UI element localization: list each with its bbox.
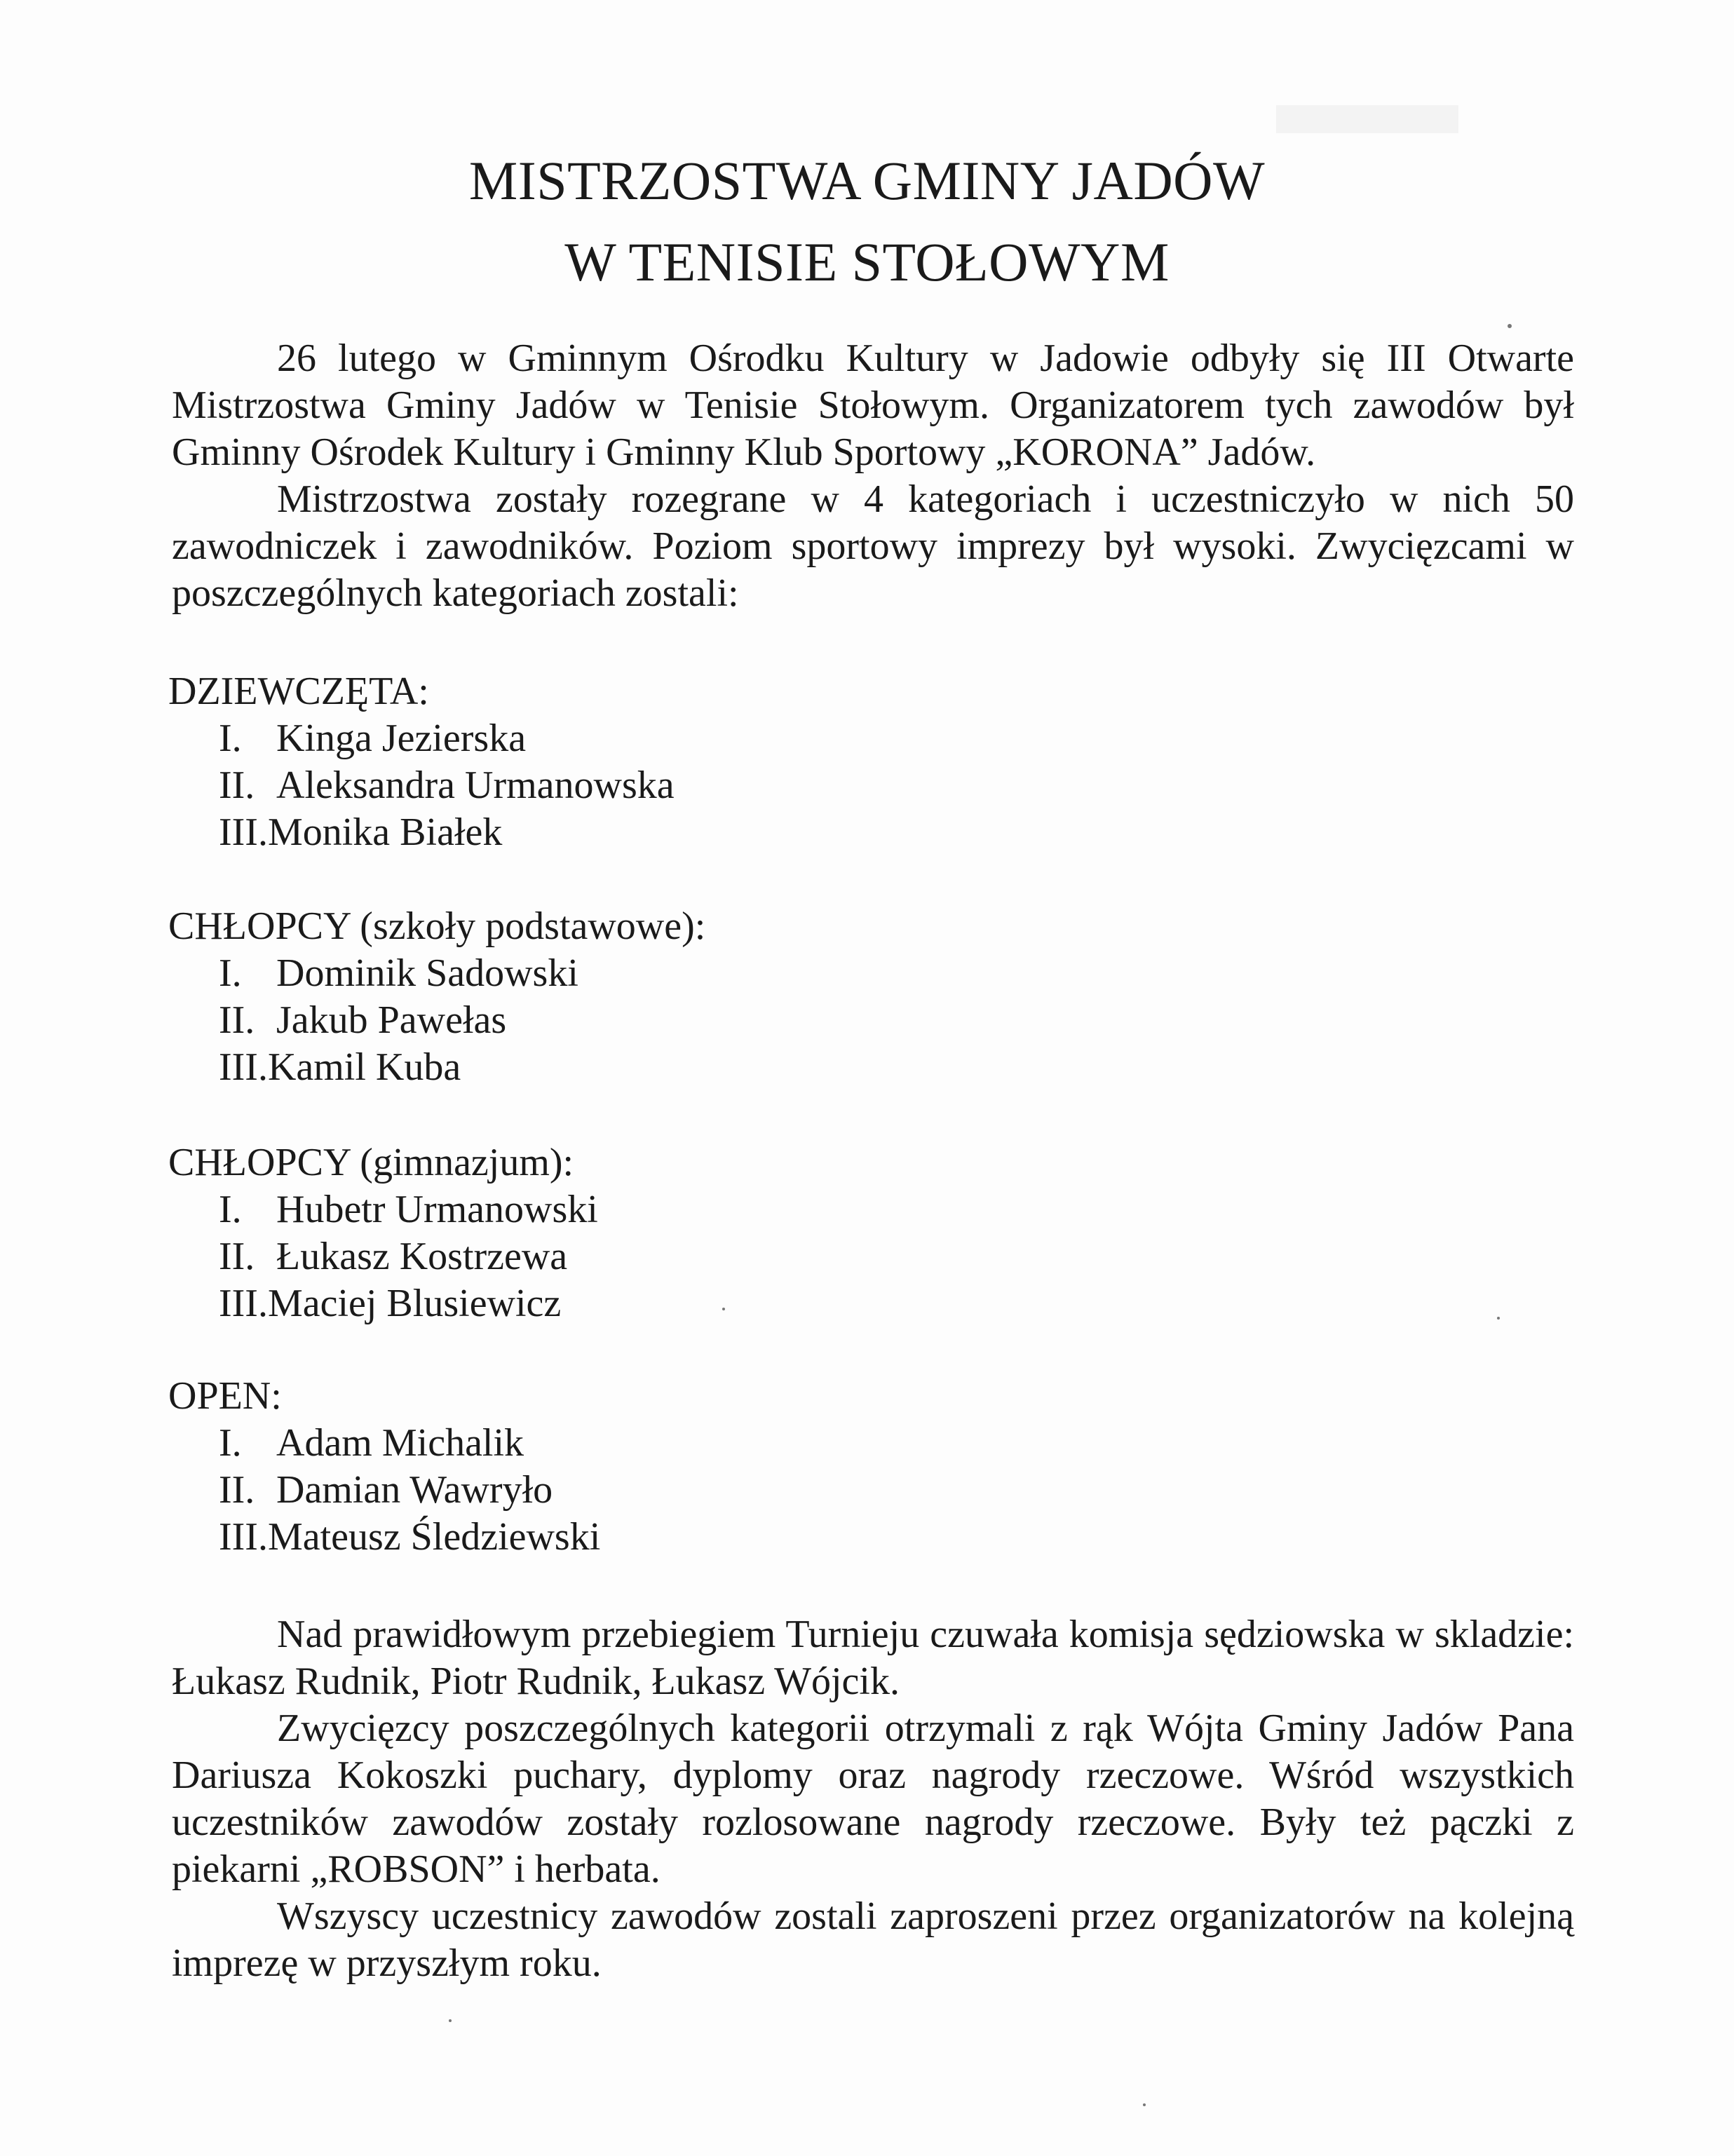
result-entry <box>168 1186 598 1233</box>
winner-name: Maciej Blusiewicz <box>267 1282 562 1325</box>
place-number: I. <box>219 717 242 760</box>
winner-name: Jakub Pawełas <box>276 998 507 1042</box>
place-number: III. <box>219 1045 268 1089</box>
category-heading: OPEN: <box>168 1374 282 1418</box>
result-entry <box>168 1467 600 1514</box>
place-number: III. <box>219 1515 268 1559</box>
place-number: II. <box>219 1468 255 1512</box>
winner-name: Kamil Kuba <box>267 1045 461 1089</box>
intro-paragraph-2: Mistrzostwa zostały rozegrane w 4 kategoriach i uczestniczyło w nich 50 zawodniczek i zawodników. Poziom sportowy imprezy był wysoki. Zwycięzcami w poszczególnych kategoriach zostali: <box>172 477 1574 615</box>
winner-name: Damian Wawryło <box>276 1468 553 1512</box>
intro-paragraph-1: 26 lutego w Gminnym Ośrodku Kultury w Jadowie odbyły się III Otwarte Mistrzostwa Gminy Jadów w Tenisie Stołowym. Organizatorem tych zawodów był Gminny Ośrodek Kultury i Gminny Klub Sportowy „KORONA” Jadów. <box>172 337 1574 474</box>
result-entry <box>168 1514 600 1561</box>
place-number: II. <box>219 1235 255 1278</box>
scan-smudge <box>1276 105 1458 133</box>
place-number: III. <box>219 1282 268 1325</box>
winner-name: Dominik Sadowski <box>276 951 578 995</box>
category-heading: DZIEWCZĘTA: <box>168 670 429 713</box>
intro-section <box>172 335 1574 617</box>
place-number: I. <box>219 1188 242 1231</box>
winner-name: Aleksandra Urmanowska <box>276 764 675 807</box>
result-entry <box>168 1233 598 1280</box>
category-heading: CHŁOPCY (szkoły podstawowe): <box>168 904 706 948</box>
winner-name: Adam Michalik <box>276 1421 524 1465</box>
winner-name: Kinga Jezierska <box>276 717 527 760</box>
scan-speck <box>1497 1317 1500 1320</box>
closing-paragraph-3: Wszyscy uczestnicy zawodów zostali zaproszeni przez organizatorów na kolejną imprezę w przyszłym roku. <box>172 1894 1574 1985</box>
winner-name: Łukasz Kostrzewa <box>276 1235 568 1278</box>
category-girls <box>168 668 675 856</box>
result-entry <box>168 809 675 856</box>
result-entry <box>168 950 705 997</box>
scan-speck <box>722 1308 725 1310</box>
result-entry <box>168 762 675 809</box>
place-number: III. <box>219 811 268 854</box>
result-entry <box>168 1420 600 1467</box>
scan-speck <box>449 2019 452 2022</box>
scan-speck <box>1508 324 1512 328</box>
title-line-1: MISTRZOSTWA GMINY JADÓW <box>468 150 1266 211</box>
place-number: II. <box>219 998 255 1042</box>
result-entry <box>168 997 705 1044</box>
category-heading: CHŁOPCY (gimnazjum): <box>168 1141 574 1184</box>
place-number: I. <box>219 1421 242 1465</box>
closing-paragraph-1: Nad prawidłowym przebiegiem Turnieju czuwała komisja sędziowska w skladzie: Łukasz Rudnik, Piotr Rudnik, Łukasz Wójcik. <box>172 1613 1574 1703</box>
place-number: I. <box>219 951 242 995</box>
result-entry <box>168 715 675 762</box>
category-open <box>168 1373 600 1561</box>
document-title <box>0 140 1734 303</box>
category-boys-middle-school <box>168 1139 598 1327</box>
winner-name: Mateusz Śledziewski <box>267 1515 601 1559</box>
closing-section <box>172 1611 1574 1987</box>
title-line-2: W TENISIE STOŁOWYM <box>564 231 1170 292</box>
winner-name: Monika Białek <box>267 811 503 854</box>
place-number: II. <box>219 764 255 807</box>
result-entry <box>168 1280 598 1327</box>
category-boys-primary <box>168 903 705 1091</box>
scan-speck <box>1143 2103 1146 2106</box>
closing-paragraph-2: Zwycięzcy poszczególnych kategorii otrzymali z rąk Wójta Gminy Jadów Pana Dariusza Kokoszki puchary, dyplomy oraz nagrody rzeczowe. Wśród wszystkich uczestników zawodów zostały rozlosowane nagrody rzeczowe. Były też pączki z piekarni „ROBSON” i herbata. <box>172 1707 1574 1891</box>
winner-name: Hubetr Urmanowski <box>276 1188 598 1231</box>
result-entry <box>168 1044 705 1091</box>
